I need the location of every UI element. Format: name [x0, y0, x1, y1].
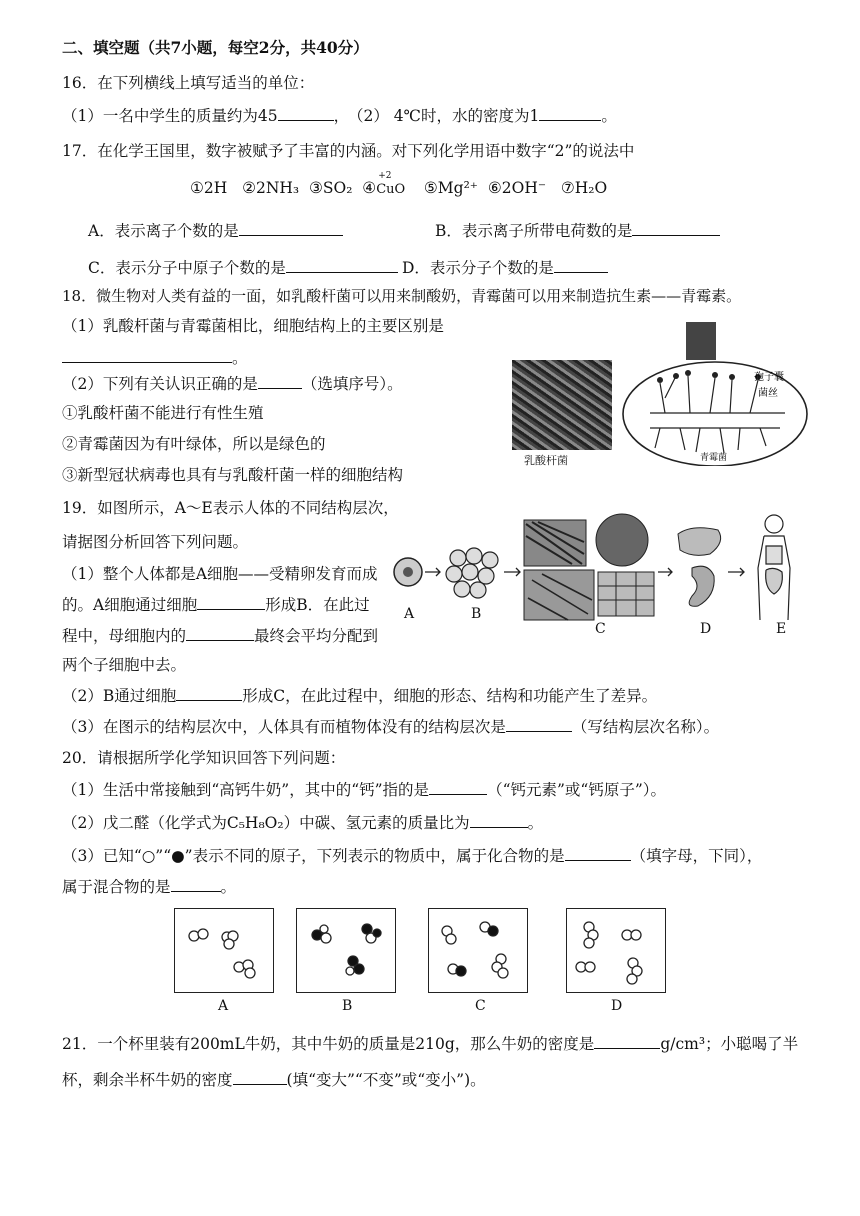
q19-part2 [62, 686, 657, 706]
molecule-box-d [566, 908, 666, 993]
stage-d-organs [678, 528, 721, 607]
cuo-charge: +2 [378, 171, 392, 181]
q17-B [435, 221, 720, 241]
stage-a-cell [394, 558, 422, 586]
cuo-formula [376, 171, 406, 200]
q17-stem: 17．在化学王国里，数字被赋予了丰富的内涵。对下列化学用语中数字“2”的说法中 [62, 142, 635, 160]
q20-part3-b-post: 。 [220, 878, 237, 896]
formula-item: ②2NH₃ [242, 179, 300, 197]
q18-part2-suffix: （选填序号）。 [301, 375, 403, 393]
hypha-label: 菌丝 [758, 388, 778, 399]
box-label-a: A [218, 998, 229, 1014]
q20-part1-post: （“钙元素”或“钙原子”）。 [487, 781, 667, 799]
formula-item: ①2H [190, 179, 228, 197]
box-label-c: C [475, 998, 486, 1014]
q17-D [402, 258, 608, 278]
formula-item: ⑦H₂O [560, 179, 608, 197]
answer-blank[interactable] [632, 221, 720, 236]
q16-part1-text: （1）一名中学生的质量约为45 [62, 107, 278, 125]
q19-part1-b-post: 形成B．在此过 [265, 596, 370, 614]
q21-line-2 [62, 1070, 486, 1090]
q18-part1-answer: 。 [62, 348, 248, 368]
answer-blank[interactable] [554, 258, 608, 273]
q21-line-1 [62, 1034, 798, 1054]
q18-stem: 18．微生物对人类有益的一面，如乳酸杆菌可以用来制酸奶，青霉菌可以用来制造抗生素——青霉素。 [62, 287, 742, 305]
answer-blank[interactable] [171, 877, 221, 892]
answer-blank[interactable] [470, 813, 528, 828]
molecule-box-c [428, 908, 528, 993]
q16-part2: （2） 4℃时，水的密度为1 。 [348, 107, 617, 125]
q20-part2 [62, 813, 543, 833]
answer-blank[interactable] [258, 374, 302, 389]
q20-part3-b-pre: 属于混合物的是 [62, 878, 171, 896]
molecule-box-c-art [429, 909, 527, 992]
answer-blank[interactable] [594, 1034, 660, 1049]
q17-C-text: C．表示分子中原子个数的是 [88, 259, 286, 277]
q18-option-1: ①乳酸杆菌不能进行有性生殖 [62, 404, 264, 422]
magnified-inset [686, 322, 716, 360]
molecule-box-b [296, 908, 396, 993]
q20-part1 [62, 780, 666, 800]
q20-part1-pre: （1）生活中常接触到“高钙牛奶”，其中的“钙”指的是 [62, 781, 430, 799]
q18-part1: （1）乳酸杆菌与青霉菌相比，细胞结构上的主要区别是 [62, 317, 444, 335]
answer-blank[interactable] [233, 1070, 287, 1085]
q20-part3-b [62, 877, 236, 897]
molecule-box-a-art [175, 909, 273, 992]
formula-item: ③SO₂ [308, 179, 353, 197]
q19-part1-c-post: 最终会平均分配到 [254, 627, 379, 645]
formula-item: ④ [362, 179, 377, 197]
q19-part1-c-pre: 程中，母细胞内的 [62, 627, 187, 645]
arrow-icon [504, 568, 520, 576]
formula-item: ⑥2OH⁻ [487, 179, 547, 197]
q19-part3-pre: （3）在图示的结构层次中，人体具有而植物体没有的结构层次是 [62, 718, 506, 736]
q21-line-1-post: ；小聪喝了半 [705, 1035, 799, 1053]
stage-label-e: E [776, 621, 787, 637]
q21-line-2-pre: 杯，剩余半杯牛奶的密度 [62, 1071, 233, 1089]
molecule-box-b-art [297, 909, 395, 992]
stage-b-cell-cluster [446, 548, 498, 598]
q20-part2-pre: （2）戊二醛（化学式为C₅H₈O₂）中碳、氢元素的质量比为 [62, 814, 470, 832]
q18-option-2: ②青霉菌因为有叶绿体，所以是绿色的 [62, 435, 326, 453]
answer-blank[interactable] [565, 846, 631, 861]
stage-label-d: D [700, 621, 712, 637]
q16-part2-text: （2） 4℃时，水的密度为1 [348, 107, 540, 125]
q20-stem: 20．请根据所学化学知识回答下列问题： [62, 749, 346, 767]
answer-blank[interactable] [197, 595, 265, 610]
stage-label-c: C [595, 621, 606, 637]
stage-c-tissues [524, 514, 654, 620]
answer-blank[interactable] [239, 221, 343, 236]
arrow-icon [425, 568, 440, 576]
q19-part2-post: 形成C，在此过程中，细胞的形态、结构和功能产生了差异。 [242, 687, 658, 705]
q21-unit: g/cm³ [660, 1035, 706, 1053]
q20-part3 [62, 846, 762, 866]
answer-blank[interactable] [176, 686, 242, 701]
q20-part2-post: 。 [527, 814, 544, 832]
q19-part3-post: （写结构层次名称）。 [571, 718, 720, 736]
q18-option-3: ③新型冠状病毒也具有与乳酸杆菌一样的细胞结构 [62, 466, 404, 484]
q19-stem-2: 请据图分析回答下列问题。 [62, 533, 249, 551]
formula-item: ⑤Mg²⁺ [423, 179, 478, 197]
q17-A-text: A．表示离子个数的是 [88, 222, 239, 240]
q18-part2 [62, 374, 403, 394]
answer-blank[interactable] [278, 106, 334, 121]
box-label-d: D [611, 998, 623, 1014]
q19-part1-b [62, 595, 370, 615]
q16-stem: 16．在下列横线上填写适当的单位： [62, 74, 315, 92]
q17-A [88, 221, 343, 241]
q19-stem-1: 19．如图所示，A～E表示人体的不同结构层次， [62, 499, 399, 517]
arrow-icon [658, 568, 672, 576]
spore-sac-label: 孢子囊 [754, 372, 784, 383]
q19-part1-d: 两个子细胞中去。 [62, 656, 187, 674]
answer-blank[interactable] [286, 258, 398, 273]
answer-blank[interactable] [186, 626, 254, 641]
lactobacillus-caption: 乳酸杆菌 [524, 454, 568, 467]
q20-part3-pre: （3）已知“○”“●”表示不同的原子，下列表示的物质中，属于化合物的是 [62, 847, 565, 865]
q19-part1-a: （1）整个人体都是A细胞——受精卵发育而成 [62, 565, 378, 583]
q17-D-text: D．表示分子个数的是 [402, 259, 554, 277]
box-label-b: B [342, 998, 353, 1014]
stage-e-human-body [758, 515, 790, 620]
answer-blank[interactable] [539, 106, 601, 121]
q19-part1-b-pre: 的。A细胞通过细胞 [62, 596, 198, 614]
answer-blank[interactable] [429, 780, 487, 795]
molecule-box-d-art [567, 909, 665, 992]
answer-blank[interactable] [506, 717, 572, 732]
stage-label-b: B [471, 606, 482, 622]
q19-part2-pre: （2）B通过细胞 [62, 687, 177, 705]
q17-B-text: B．表示离子所带电荷数的是 [435, 222, 633, 240]
q16-part1: （1）一名中学生的质量约为45 ， [62, 107, 350, 125]
section-header: 二、填空题（共7小题，每空2分，共40分） [62, 38, 369, 57]
q21-line-1-pre: 21．一个杯里装有200mL牛奶，其中牛奶的质量是210g，那么牛奶的密度是 [62, 1035, 595, 1053]
lactobacillus-micrograph [512, 360, 612, 450]
arrow-icon [728, 568, 744, 576]
penicillium-caption: 青霉菌 [700, 453, 728, 463]
q20-part3-post: （填字母，下同）， [630, 847, 763, 865]
answer-blank[interactable] [62, 348, 232, 363]
molecule-box-a [174, 908, 274, 993]
penicillium-diagram [620, 318, 810, 466]
q17-formula-list [190, 171, 608, 200]
q21-line-2-post: (填“变大”“不变”或“变小”)。 [286, 1071, 486, 1089]
q18-part2-text: （2）下列有关认识正确的是 [62, 375, 258, 393]
q19-part1-c [62, 626, 378, 646]
cuo-text: CuO [376, 182, 406, 197]
q17-C [88, 258, 398, 278]
q19-part3 [62, 717, 719, 737]
spores [657, 370, 761, 383]
stage-label-a: A [404, 606, 415, 622]
